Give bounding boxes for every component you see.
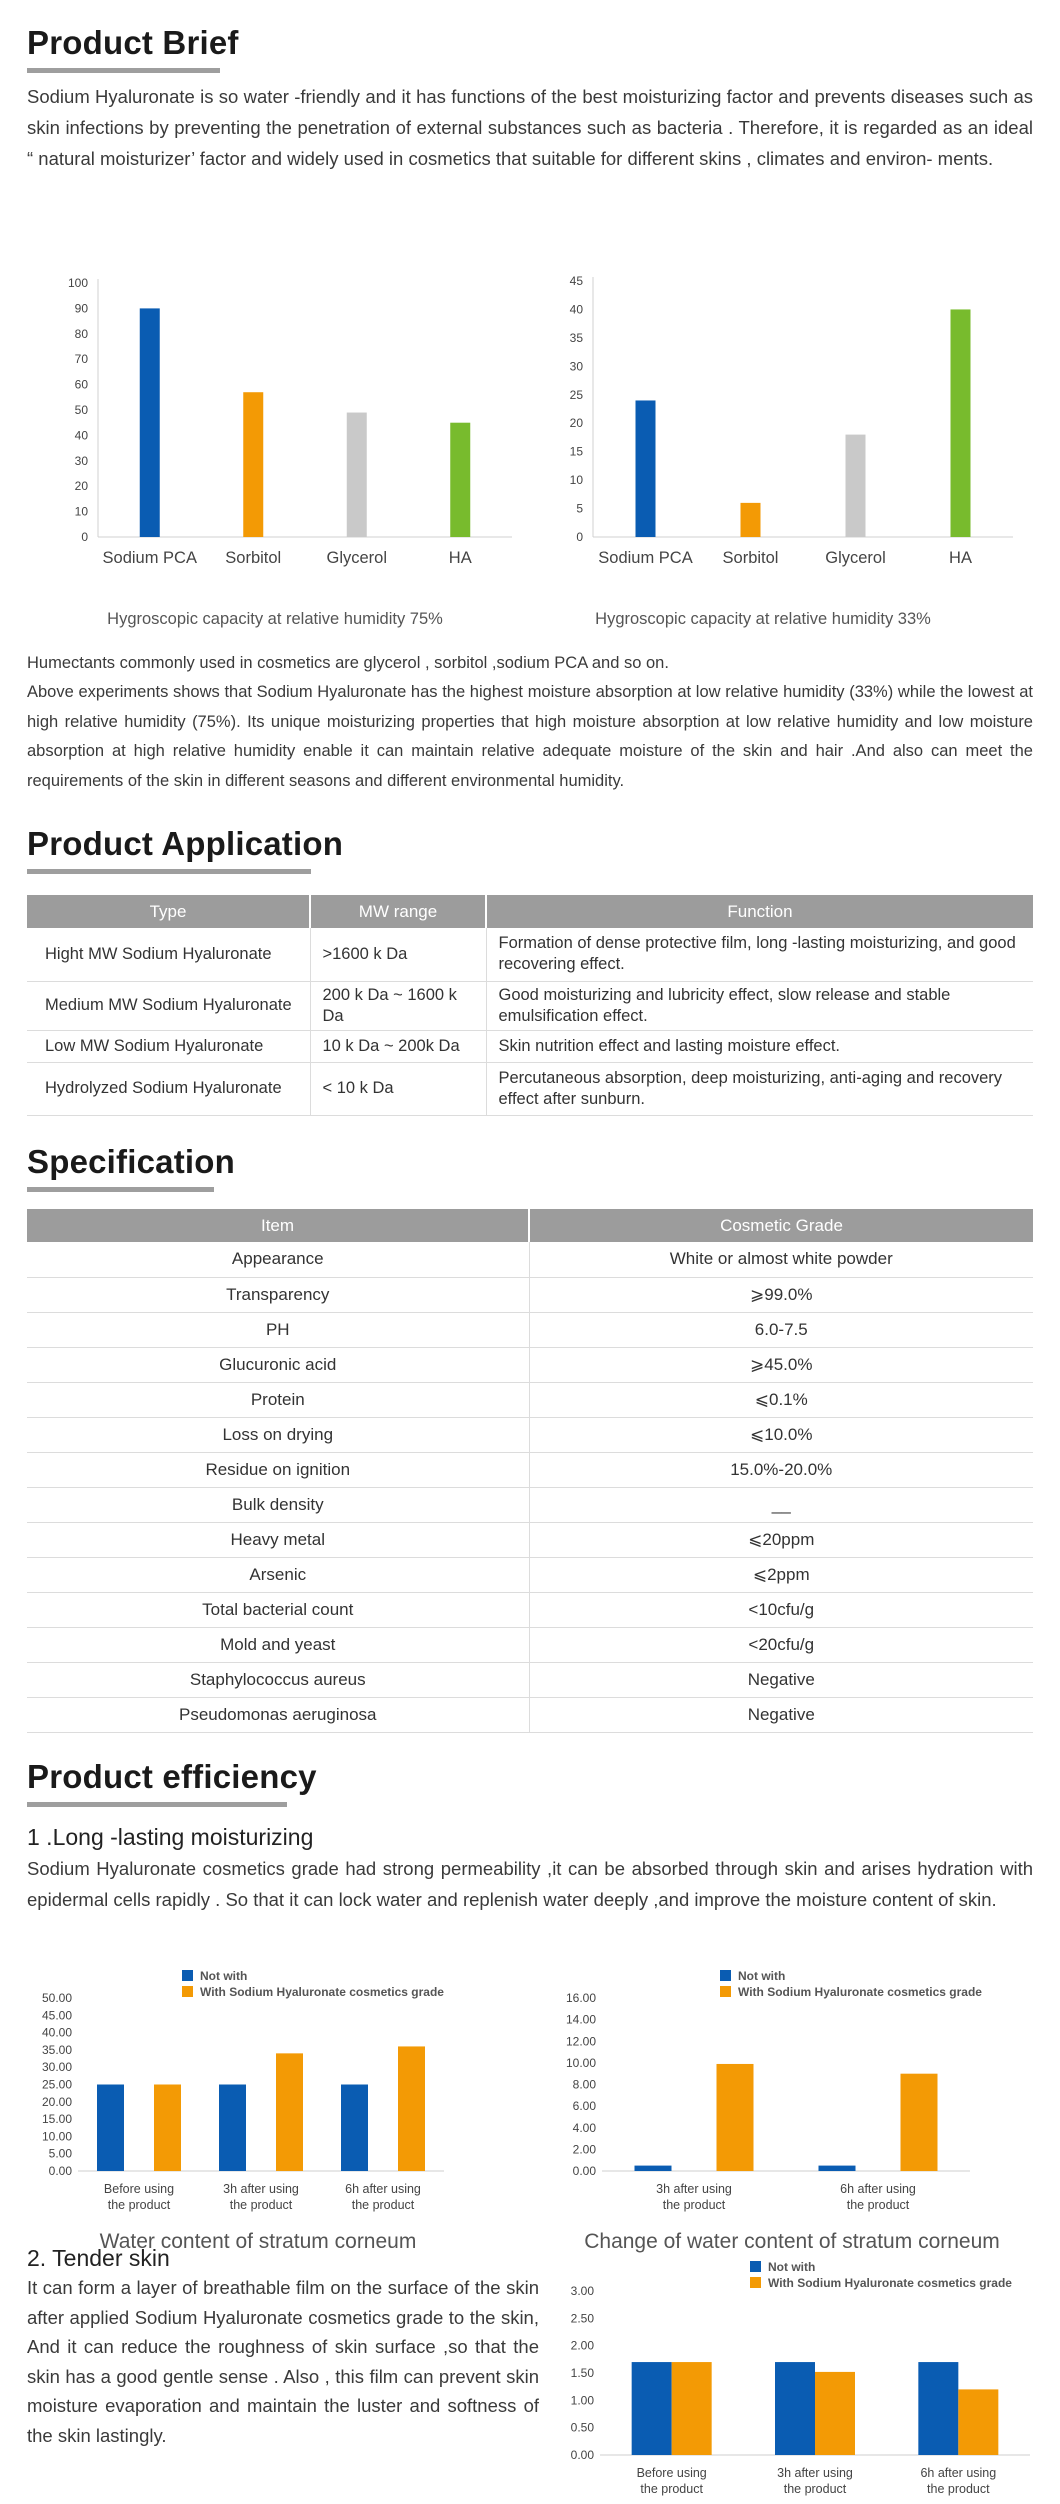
cell-cosmetic-grade: 15.0%-20.0% (529, 1452, 1033, 1487)
table-row (27, 1627, 1033, 1662)
header-type: Type (27, 895, 310, 928)
y-tick-label: 25 (569, 387, 583, 402)
y-tick-label: 2.50 (570, 2311, 594, 2326)
cell-cosmetic-grade: ⩽20ppm (529, 1522, 1033, 1557)
y-tick-label: 0.00 (572, 2164, 596, 2178)
y-tick-label: 90 (74, 301, 88, 316)
legend-label: Not with (738, 1969, 786, 1983)
y-tick-label: 2.00 (572, 2142, 596, 2157)
bar (276, 2053, 303, 2171)
cell-item: Loss on drying (27, 1417, 529, 1452)
bar (775, 2362, 815, 2455)
cell-type: Hydrolyzed Sodium Hyaluronate (27, 1062, 310, 1115)
brief-title (27, 24, 239, 73)
x-tick-label: 3h after using (777, 2466, 853, 2480)
table-row (27, 1557, 1033, 1592)
y-tick-label: 100 (67, 276, 88, 290)
x-tick-label: HA (949, 549, 972, 567)
cell-item: Appearance (27, 1242, 529, 1277)
legend-swatch (720, 1986, 731, 1997)
legend-swatch (750, 2261, 761, 2272)
cell-type: Medium MW Sodium Hyaluronate (27, 981, 310, 1030)
y-tick-label: 0.00 (570, 2448, 594, 2462)
cell-mw-range: >1600 k Da (310, 928, 486, 981)
legend-swatch (182, 1986, 193, 1997)
bar (918, 2362, 958, 2455)
bar (672, 2362, 712, 2455)
chart-title: Water content of stratum corneum (99, 2230, 417, 2253)
x-tick-label: Sorbitol (225, 549, 282, 567)
bar (347, 413, 367, 537)
legend-label: Not with (200, 1969, 248, 1983)
application-title (27, 825, 343, 874)
cell-cosmetic-grade: Negative (529, 1697, 1033, 1732)
x-tick-label: the product (783, 2482, 847, 2496)
cell-cosmetic-grade: __ (529, 1487, 1033, 1522)
cell-cosmetic-grade: White or almost white powder (529, 1242, 1033, 1277)
chart-water-content (22, 1954, 522, 2253)
efficiency-title-text: Product efficiency (27, 1758, 317, 1795)
table-row (27, 1312, 1033, 1347)
efficiency-item1-title: 1 .Long -lasting moisturizing (27, 1824, 314, 1850)
title-underline (27, 68, 220, 73)
legend-label: With Sodium Hyaluronate cosmetics grade (738, 1985, 982, 1999)
y-tick-label: 12.00 (565, 2034, 596, 2049)
x-tick-label: the product (229, 2198, 293, 2212)
y-tick-label: 10.00 (565, 2055, 596, 2070)
cell-cosmetic-grade: 6.0-7.5 (529, 1312, 1033, 1347)
y-tick-label: 45.00 (41, 2008, 72, 2023)
y-tick-label: 5.00 (48, 2146, 72, 2161)
x-tick-label: Sodium PCA (102, 549, 197, 567)
x-tick-label: 6h after using (345, 2182, 421, 2196)
legend-swatch (750, 2277, 761, 2288)
table-row (27, 1697, 1033, 1732)
cell-type: Low MW Sodium Hyaluronate (27, 1030, 310, 1062)
cell-item: Transparency (27, 1277, 529, 1312)
y-tick-label: 50.00 (41, 1991, 72, 2005)
y-tick-label: 1.50 (570, 2366, 594, 2380)
table-row (27, 1452, 1033, 1487)
y-tick-label: 2.00 (570, 2338, 594, 2353)
table-row (27, 1277, 1033, 1312)
y-tick-label: 35.00 (41, 2042, 72, 2057)
y-tick-label: 0 (81, 530, 88, 544)
bar (341, 2085, 368, 2172)
bar (636, 400, 656, 537)
table-row (27, 1417, 1033, 1452)
cell-item: PH (27, 1312, 529, 1347)
table-row (27, 1592, 1033, 1627)
cell-cosmetic-grade: ⩽10.0% (529, 1417, 1033, 1452)
x-tick-label: Sorbitol (722, 549, 779, 567)
efficiency-title (27, 1758, 317, 1807)
y-tick-label: 16.00 (565, 1991, 596, 2005)
bar (846, 435, 866, 537)
y-tick-label: 0 (576, 530, 583, 544)
x-tick-label: the product (927, 2482, 990, 2496)
y-tick-label: 40 (569, 302, 583, 317)
legend-swatch (182, 1970, 193, 1981)
x-tick-label: the product (351, 2198, 415, 2212)
y-tick-label: 30 (569, 359, 583, 374)
y-tick-label: 45 (569, 274, 583, 288)
chart-title: Hygroscopic capacity at relative humidity 75% (107, 610, 443, 628)
table-row (27, 981, 1033, 1030)
table-row (27, 1242, 1033, 1277)
brief-paragraph: Sodium Hyaluronate is so water -friendly and it has functions of the best moisturizing factor and prevents diseases such as skin infections by preventing the penetration of external substances such as bacteria . Therefore, it is regarded as an ideal “ natural moisturizer’ factor and widely used in cosmetics that suitable for different skins , climates and environ- ments. (27, 86, 1033, 169)
y-tick-label: 14.00 (565, 2012, 596, 2027)
specification-title (27, 1143, 235, 1192)
x-tick-label: 6h after using (920, 2466, 997, 2480)
y-tick-label: 20.00 (41, 2094, 72, 2109)
title-underline (27, 869, 311, 874)
y-tick-label: 15.00 (41, 2112, 72, 2127)
cell-function: Good moisturizing and lubricity effect, slow release and stable emulsification effect. (486, 981, 1033, 1030)
y-tick-label: 20 (569, 416, 583, 431)
table-row (27, 928, 1033, 981)
y-tick-label: 4.00 (572, 2120, 596, 2135)
header-item: Item (27, 1209, 529, 1242)
bar (635, 2166, 672, 2171)
table-row (27, 1030, 1033, 1062)
efficiency-item1-text: Sodium Hyaluronate cosmetics grade had strong permeability ,it can be absorbed through skin and arises hydration with epidermal cells rapidly . So that it can lock water and replenish water deeply ,and improve the moisture content of skin. (27, 1858, 1033, 1910)
legend-swatch (720, 1970, 731, 1981)
title-underline (27, 1802, 287, 1807)
brief-title-text: Product Brief (27, 24, 239, 61)
y-tick-label: 25.00 (41, 2077, 72, 2092)
bar (243, 392, 263, 537)
y-tick-label: 10 (569, 473, 583, 488)
table-header-row (27, 1209, 1033, 1242)
cell-cosmetic-grade: ⩾99.0% (529, 1277, 1033, 1312)
cell-cosmetic-grade: ⩽0.1% (529, 1382, 1033, 1417)
brief-note-1: Humectants commonly used in cosmetics are glycerol , sorbitol ,sodium PCA and so on. (27, 654, 669, 672)
bar (717, 2064, 754, 2171)
header-cosmetic-grade: Cosmetic Grade (529, 1209, 1033, 1242)
y-tick-label: 30.00 (41, 2060, 72, 2075)
y-tick-label: 40.00 (41, 2025, 72, 2040)
y-tick-label: 30 (74, 453, 88, 468)
bar (741, 503, 761, 537)
x-tick-label: the product (640, 2482, 703, 2496)
cell-mw-range: 10 k Da ~ 200k Da (310, 1030, 486, 1062)
table-header-row (27, 895, 1033, 928)
cell-mw-range: 200 k Da ~ 1600 k Da (310, 981, 486, 1030)
cell-item: Mold and yeast (27, 1627, 529, 1662)
x-tick-label: HA (448, 549, 472, 567)
x-tick-label: Before using (636, 2466, 707, 2480)
legend-label: Not with (768, 2260, 816, 2274)
header-mw-range: MW range (310, 895, 486, 928)
cell-function: Skin nutrition effect and lasting moisture effect. (486, 1030, 1033, 1062)
cell-cosmetic-grade: <20cfu/g (529, 1627, 1033, 1662)
y-tick-label: 80 (74, 326, 88, 341)
cell-function: Percutaneous absorption, deep moisturizing, anti-aging and recovery effect after sunburn. (486, 1062, 1033, 1115)
x-tick-label: the product (107, 2198, 171, 2212)
brief-note-2: Above experiments shows that Sodium Hyaluronate has the highest moisture absorption at low relative humidity (33%) while the lowest at high relative humidity (75%). Its unique moisturizing properties that high moisture absorption at low relative humidity and low moisture absorption at high relative humidity enable it can maintain relative adequate moisture of the skin and hair .And also can meet the requirements of the skin in different seasons and different environmental humidity. (27, 683, 1033, 790)
cell-type: Hight MW Sodium Hyaluronate (27, 928, 310, 981)
cell-item: Residue on ignition (27, 1452, 529, 1487)
specification-title-text: Specification (27, 1143, 235, 1180)
chart-hygroscopic-33 (545, 262, 1035, 632)
bar (219, 2085, 246, 2172)
title-underline (27, 1187, 214, 1192)
bar (154, 2085, 181, 2172)
x-tick-label: 3h after using (656, 2182, 732, 2196)
cell-cosmetic-grade: ⩽2ppm (529, 1557, 1033, 1592)
bar (819, 2166, 856, 2171)
x-tick-label: Before using (103, 2182, 175, 2196)
bar (632, 2362, 672, 2455)
y-tick-label: 10.00 (41, 2129, 72, 2144)
x-tick-label: 6h after using (840, 2182, 916, 2196)
bar (450, 423, 470, 537)
y-tick-label: 40 (74, 428, 88, 443)
y-tick-label: 60 (74, 377, 88, 392)
bar (140, 308, 160, 537)
x-tick-label: the product (662, 2198, 726, 2212)
efficiency-item2-text: It can form a layer of breathable film on the surface of the skin after applied Sodium Hyaluronate cosmetics grade to the skin, And it can reduce the roughness of skin surface ,so that the skin has a good gentle sense . Also , this film can prevent skin moisture evaporation and maintain the luster and softness of the skin lastingly. (27, 2277, 539, 2446)
table-row (27, 1347, 1033, 1382)
y-tick-label: 20 (74, 479, 88, 494)
table-row (27, 1522, 1033, 1557)
cell-cosmetic-grade: <10cfu/g (529, 1592, 1033, 1627)
y-tick-label: 0.00 (48, 2164, 72, 2178)
x-tick-label: Glycerol (825, 549, 886, 567)
bar (815, 2372, 855, 2455)
y-tick-label: 0.50 (570, 2420, 594, 2435)
cell-mw-range: < 10 k Da (310, 1062, 486, 1115)
application-table (27, 895, 1033, 1116)
efficiency-item2-title: 2. Tender skin (27, 2245, 170, 2271)
y-tick-label: 8.00 (572, 2077, 596, 2092)
cell-item: Protein (27, 1382, 529, 1417)
table-row (27, 1487, 1033, 1522)
cell-item: Pseudomonas aeruginosa (27, 1697, 529, 1732)
y-tick-label: 70 (74, 352, 88, 367)
chart-change-water-content (550, 1954, 1050, 2253)
cell-item: Heavy metal (27, 1522, 529, 1557)
chart-skin-roughness (556, 2250, 1050, 2504)
cell-item: Bulk density (27, 1487, 529, 1522)
header-function: Function (486, 895, 1033, 928)
cell-item: Glucuronic acid (27, 1347, 529, 1382)
chart-hygroscopic-75 (30, 262, 520, 632)
specification-table (27, 1209, 1033, 1733)
legend-label: With Sodium Hyaluronate cosmetics grade (200, 1985, 444, 1999)
chart-title: Hygroscopic capacity at relative humidity 33% (595, 610, 931, 628)
bar (901, 2074, 938, 2171)
x-tick-label: Glycerol (326, 549, 388, 567)
cell-item: Staphylococcus aureus (27, 1662, 529, 1697)
bar (951, 309, 971, 537)
cell-function: Formation of dense protective film, long -lasting moisturizing, and good recovering effect. (486, 928, 1033, 981)
x-tick-label: Sodium PCA (598, 549, 693, 567)
y-tick-label: 10 (74, 504, 88, 519)
application-title-text: Product Application (27, 825, 344, 862)
bar (398, 2046, 425, 2171)
x-tick-label: 3h after using (223, 2182, 299, 2196)
y-tick-label: 15 (569, 444, 583, 459)
cell-cosmetic-grade: Negative (529, 1662, 1033, 1697)
y-tick-label: 5 (576, 501, 583, 516)
bar (97, 2085, 124, 2172)
y-tick-label: 50 (74, 403, 88, 417)
chart-title: Change of water content of stratum corneum (584, 2230, 1000, 2253)
y-tick-label: 35 (569, 330, 583, 345)
cell-cosmetic-grade: ⩾45.0% (529, 1347, 1033, 1382)
table-row (27, 1382, 1033, 1417)
legend-label: With Sodium Hyaluronate cosmetics grade (768, 2276, 1012, 2290)
bar (958, 2389, 998, 2455)
y-tick-label: 1.00 (570, 2393, 594, 2408)
y-tick-label: 3.00 (570, 2284, 594, 2298)
y-tick-label: 6.00 (572, 2099, 596, 2114)
table-row (27, 1662, 1033, 1697)
cell-item: Arsenic (27, 1557, 529, 1592)
cell-item: Total bacterial count (27, 1592, 529, 1627)
x-tick-label: the product (846, 2198, 910, 2212)
table-row (27, 1062, 1033, 1115)
